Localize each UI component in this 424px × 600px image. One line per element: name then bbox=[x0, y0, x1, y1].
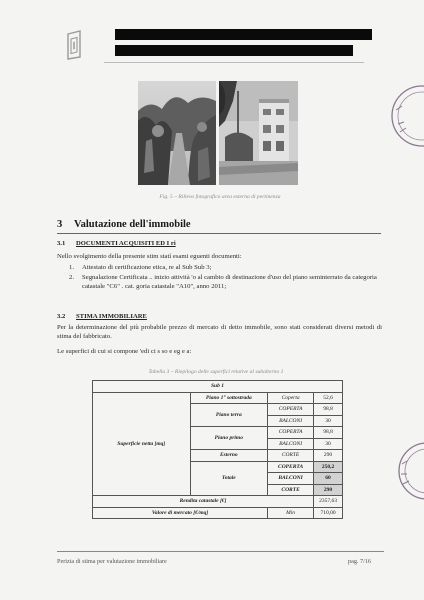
section-3-2-title: STIMA IMMOBILIARE bbox=[76, 313, 147, 320]
rendita-label: Rendita catastale [€] bbox=[93, 496, 314, 508]
surface-value: 52,6 bbox=[314, 392, 343, 404]
surfaces-table bbox=[92, 380, 343, 519]
section-3-1-number: 3.1 bbox=[57, 240, 66, 247]
surface-type: BALCONI bbox=[268, 438, 314, 450]
group-name: Piano 1° sottostrada bbox=[190, 392, 268, 404]
section-3-1-heading bbox=[57, 240, 176, 247]
redacted-header-line-1 bbox=[115, 29, 372, 40]
valuation-paragraph: Per la determinazione del più probabile prezzo di mercato di detto immobile, sono stati considerati diversi metodi di stima del fabbricato. bbox=[57, 324, 382, 340]
surface-type: CORTE bbox=[268, 450, 314, 462]
surface-value: 250,2 bbox=[314, 461, 343, 473]
market-value-label: Valore di mercato [€/mq] bbox=[93, 507, 268, 519]
footer-divider bbox=[57, 551, 384, 552]
section-3-2-heading bbox=[57, 313, 147, 320]
page-number: pag. 7/16 bbox=[348, 558, 372, 565]
photo-garden-path bbox=[138, 81, 216, 185]
surface-value: 30 bbox=[314, 415, 343, 427]
surface-type: BALCONI bbox=[268, 415, 314, 427]
table-row bbox=[93, 507, 343, 519]
section-3-number: 3 bbox=[57, 219, 63, 230]
surface-value: 98,8 bbox=[314, 404, 343, 416]
surface-type: COPERTA bbox=[268, 404, 314, 416]
list-item bbox=[69, 264, 382, 273]
surface-value: 98,8 bbox=[314, 427, 343, 439]
section-3-1-title: DOCUMENTI ACQUISITI ED I ri bbox=[76, 240, 176, 247]
section-divider bbox=[57, 233, 381, 234]
redacted-header-line-2 bbox=[115, 45, 353, 56]
surface-type: COPERTA bbox=[268, 461, 314, 473]
header-divider bbox=[104, 62, 364, 63]
rendita-value: 2357,63 bbox=[314, 496, 343, 508]
group-name: Totale bbox=[190, 461, 268, 496]
surface-type: COPERTA bbox=[268, 427, 314, 439]
section-3-title: Valutazione dell'immobile bbox=[74, 219, 191, 230]
list-item-number: 2. bbox=[69, 274, 75, 281]
group-name: Esterno bbox=[190, 450, 268, 462]
table-row bbox=[93, 392, 343, 404]
list-item bbox=[69, 274, 382, 291]
group-name: Piano terra bbox=[190, 404, 268, 427]
market-value: 710,00 bbox=[314, 507, 343, 519]
group-name: Piano primo bbox=[190, 427, 268, 450]
footer-title: Perizia di stima per valutazione immobiliare bbox=[57, 558, 167, 565]
list-item-text: Segnalazione Certificata .. inizio attività 'o al cambio di destinazione d'uso del piano seminterrato da categoria catastale "C6" . cat. goria catastale "A10", anno 2011; bbox=[82, 274, 377, 290]
list-item-text: Attestato di certificazione etica, re al Sub Sub 3; bbox=[82, 264, 212, 271]
official-stamp-icon bbox=[386, 80, 424, 152]
table-caption: Tabella 3 – Riepilogo delle superfici relative al subalterno 1 bbox=[148, 369, 284, 375]
figure-caption: Fig. 5 – Rilievo fotografico area esterna di pertinenza bbox=[159, 194, 281, 200]
section-3-heading bbox=[57, 219, 191, 230]
surfaces-paragraph: Le superfici di cui si compone 'edi ci s so e eg e a: bbox=[57, 348, 192, 355]
market-value-type: Min bbox=[268, 507, 314, 519]
surface-type: BALCONI bbox=[268, 473, 314, 485]
surface-value: 30 bbox=[314, 438, 343, 450]
table-row bbox=[93, 381, 343, 393]
list-item-number: 1. bbox=[69, 264, 75, 271]
surface-row-label: Superficie netta [mq] bbox=[93, 392, 191, 496]
surface-value: 290 bbox=[314, 484, 343, 496]
photo-building-exterior bbox=[219, 81, 298, 185]
surface-value: 290 bbox=[314, 450, 343, 462]
table-header: Sub 1 bbox=[93, 381, 343, 393]
official-stamp-icon bbox=[393, 436, 424, 506]
table-row bbox=[93, 496, 343, 508]
firm-logo-icon bbox=[62, 30, 86, 60]
surface-value: 60 bbox=[314, 473, 343, 485]
surface-type: Coperta bbox=[268, 392, 314, 404]
section-3-2-number: 3.2 bbox=[57, 313, 66, 320]
documents-intro: Nello svolgimento della presente stim statí esami eguenti documenti: bbox=[57, 253, 242, 260]
surface-type: CORTE bbox=[268, 484, 314, 496]
